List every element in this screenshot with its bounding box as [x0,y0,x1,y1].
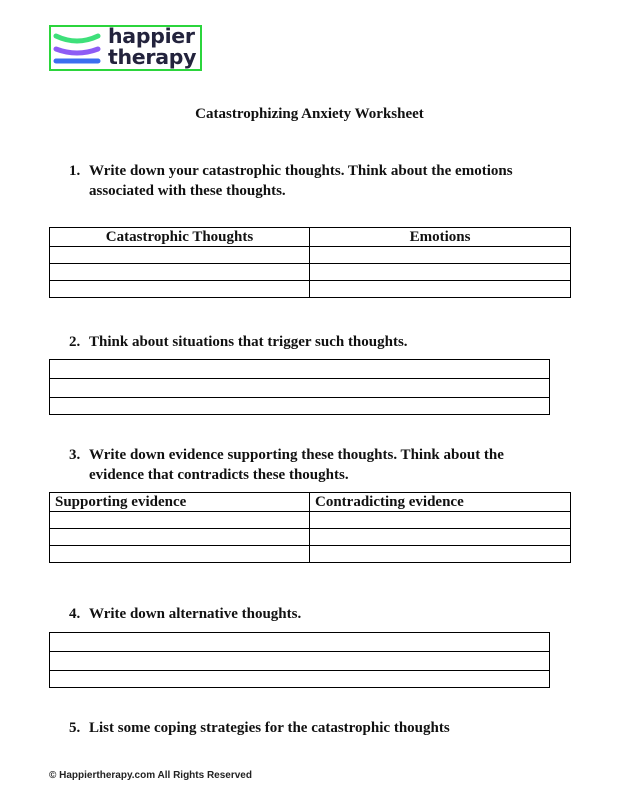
table-cell[interactable] [310,264,571,281]
table-row [50,652,550,671]
table-header-cell: Contradicting evidence [310,493,571,512]
table-cell[interactable] [310,281,571,298]
question-text: Write down alternative thoughts. [89,606,302,622]
table-cell[interactable] [50,281,310,298]
table-cell[interactable] [50,247,310,264]
question-number: 3. [69,447,81,463]
copyright-footer: © Happiertherapy.com All Rights Reserved [49,770,252,781]
question-1 [69,161,539,201]
table-header-cell: Supporting evidence [50,493,310,512]
table-cell[interactable] [310,512,571,529]
table-row [50,512,571,529]
question-3 [69,445,539,485]
table-cell[interactable] [50,398,550,415]
table-row [50,398,550,415]
table-cell[interactable] [310,529,571,546]
table-row [50,264,571,281]
table-row [50,379,550,398]
question-number: 1. [69,163,81,179]
logo-stripes-icon [53,30,101,68]
question-number: 4. [69,606,81,622]
brand-logo [49,25,202,71]
table-cell[interactable] [50,379,550,398]
question-text: List some coping strategies for the catastrophic thoughts [89,720,450,736]
question-text: Write down your catastrophic thoughts. Think about the emotions associated with these thoughts. [89,163,513,199]
question-text: Write down evidence supporting these thoughts. Think about the evidence that contradicts these thoughts. [89,447,504,483]
evidence-table [49,492,571,563]
question-text: Think about situations that trigger such thoughts. [89,334,408,350]
question-5 [69,718,539,738]
table-header-row [50,228,571,247]
question-2 [69,332,539,352]
table-row [50,529,571,546]
question-number: 5. [69,720,81,736]
table-cell[interactable] [50,671,550,688]
thoughts-emotions-table [49,227,571,298]
question-4 [69,604,539,624]
alternative-thoughts-table [49,632,550,688]
table-row [50,546,571,563]
table-cell[interactable] [50,633,550,652]
logo-line-2: therapy [108,45,197,69]
table-cell[interactable] [50,529,310,546]
table-cell[interactable] [50,264,310,281]
table-cell[interactable] [50,360,550,379]
table-cell[interactable] [50,546,310,563]
page-title: Catastrophizing Anxiety Worksheet [195,106,424,122]
table-row [50,671,550,688]
table-header-cell: Catastrophic Thoughts [50,228,310,247]
triggers-table [49,359,550,415]
table-cell[interactable] [50,512,310,529]
table-header-cell: Emotions [310,228,571,247]
table-row [50,281,571,298]
table-row [50,360,550,379]
table-header-row [50,493,571,512]
table-cell[interactable] [310,247,571,264]
table-cell[interactable] [310,546,571,563]
table-row [50,247,571,264]
table-cell[interactable] [50,652,550,671]
table-row [50,633,550,652]
logo-wordmark [108,26,196,68]
logo-line-1: happier [108,24,195,48]
question-number: 2. [69,334,81,350]
